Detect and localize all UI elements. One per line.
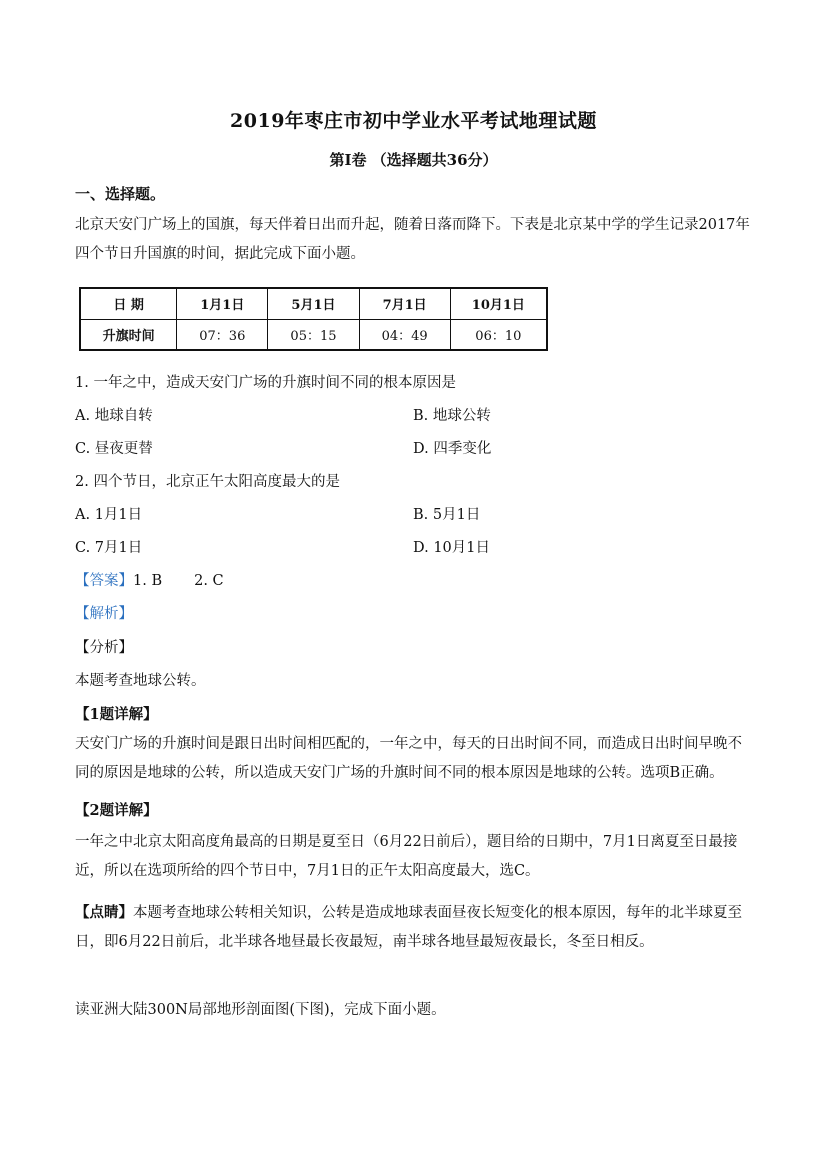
intro-paragraph: 北京天安门广场上的国旗，每天伴着日出而升起，随着日落而降下。下表是北京某中学的学生记录2017年四个节日升国旗的时间，据此完成下面小题。 [75, 217, 750, 262]
answer-line [75, 569, 224, 590]
table-cell: 07：36 [177, 319, 268, 350]
answer-label: 【答案】 [75, 573, 133, 589]
table-cell: 升旗时间 [80, 319, 177, 350]
fenxi-text: 本题考查地球公转。 [75, 673, 206, 689]
dianjing-paragraph [75, 898, 755, 957]
table-cell: 7月1日 [359, 288, 450, 319]
table-cell: 日 期 [80, 288, 177, 319]
q2-option-a: A. 1月1日 [75, 507, 143, 523]
question-1-stem: 1. 一年之中，造成天安门广场的升旗时间不同的根本原因是 [75, 375, 456, 391]
q1-option-d: D. 四季变化 [413, 441, 492, 457]
next-question-intro: 读亚洲大陆300N局部地形剖面图(下图)，完成下面小题。 [75, 1002, 446, 1018]
q2-option-d: D. 10月1日 [413, 540, 491, 556]
page-title: 2019年枣庄市初中学业水平考试地理试题 [230, 110, 597, 132]
table-cell: 1月1日 [177, 288, 268, 319]
table-cell: 05：15 [268, 319, 359, 350]
question-2-stem: 2. 四个节日，北京正午太阳高度最大的是 [75, 474, 340, 490]
dianjing-text: 本题考查地球公转相关知识，公转是造成地球表面昼夜长短变化的根本原因，每年的北半球夏至日，即6月22日前后，北半球各地昼最长夜最短，南半球各地昼最短夜最长，冬至日相反。 [75, 905, 742, 950]
answer-2: 2. C [194, 573, 224, 589]
section-heading: 一、选择题。 [75, 185, 166, 203]
table-cell: 06：10 [450, 319, 547, 350]
table-cell: 10月1日 [450, 288, 547, 319]
detail-1-label: 【1题详解】 [75, 706, 158, 723]
detail-2-text: 一年之中北京太阳高度角最高的日期是夏至日（6月22日前后），题目给的日期中，7月1日离夏至日最接近，所以在选项所给的四个节日中，7月1日的正午太阳高度最大，选C。 [75, 834, 738, 879]
detail-1-text: 天安门广场的升旗时间是跟日出时间相匹配的，一年之中，每天的日出时间不同，而造成日出时间早晚不同的原因是地球的公转，所以造成天安门广场的升旗时间不同的根本原因是地球的公转。选项B正确。 [75, 736, 742, 781]
detail-2-label: 【2题详解】 [75, 802, 158, 819]
answer-1: 1. B [133, 573, 163, 589]
table-row [80, 319, 547, 350]
table-cell: 5月1日 [268, 288, 359, 319]
page-subtitle: 第Ⅰ卷 （选择题共36分） [329, 151, 498, 169]
table-cell: 04：49 [359, 319, 450, 350]
q1-option-c: C. 昼夜更替 [75, 441, 153, 457]
table-header-row [80, 288, 547, 319]
q2-option-c: C. 7月1日 [75, 540, 143, 556]
dianjing-label: 【点睛】 [75, 904, 133, 921]
q1-option-a: A. 地球自转 [75, 408, 153, 424]
q1-option-b: B. 地球公转 [413, 408, 491, 424]
flag-time-table [79, 287, 548, 351]
fenxi-label: 【分析】 [75, 640, 133, 656]
q2-option-b: B. 5月1日 [413, 507, 481, 523]
analysis-label: 【解析】 [75, 606, 133, 622]
